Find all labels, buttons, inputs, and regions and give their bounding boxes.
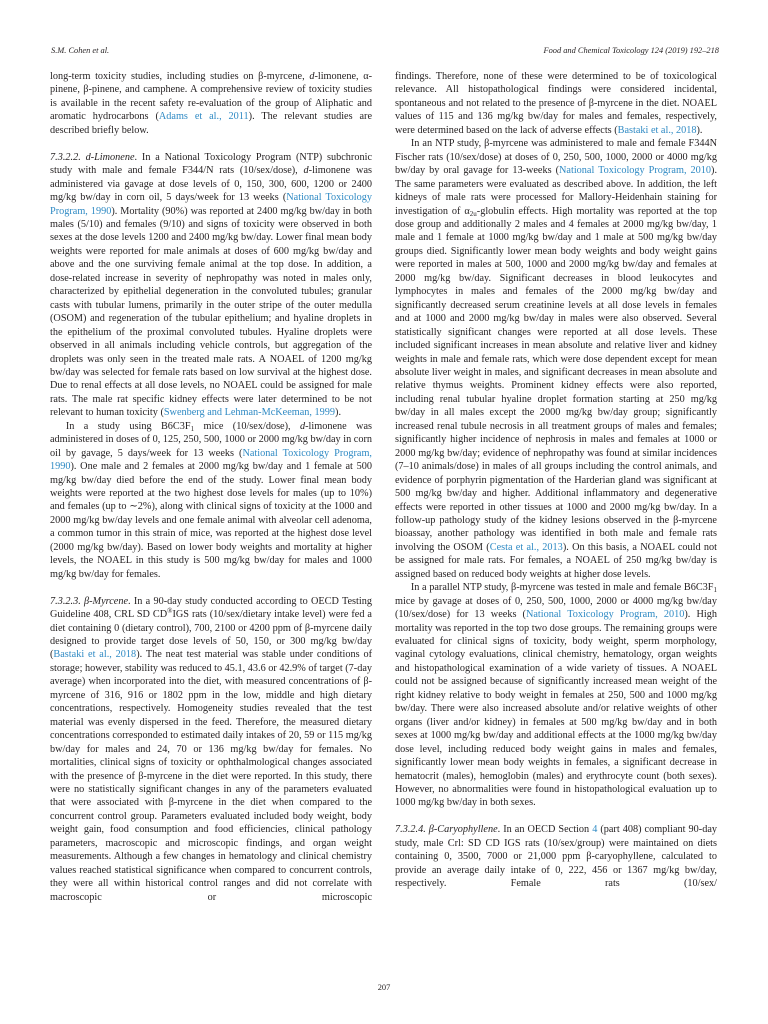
text-run: ). Mortality (90%) was reported at 2400 mg/kg bw/day in both males (5/10) and females (9/10) and signs of toxicity were observed in both sexes at the dose levels 1200 and 2400 mg/kg bw/day. Lower final mean body weights were reported for male animals at doses of 600 mg/kg bw/day and above and the one surviving female animal at the top dose. In addition, a dose-related increase in severity of nephropathy was noted in males only, characterized by epithelial degeneration in the convoluted tubules; granular casts with tubular lumens, primarily in the outer stripe of the outer medulla (OSOM) and regeneration of the tubular epithelium; and hyaline droplets in the epithelium of the proximal convoluted tubules. Hyaline droplets were observed in all animals including vehicle controls, but aggregation of the droplets was only seen in the treated male rats. A NOAEL of 1200 mg/kg bw/day was selected for female rats based on low survival at the highest dose. Due to renal effects at all dose levels, no NOAEL could be assigned for male rats. The male rat specific kidney effects were later determined to be not relevant to human toxicity (: [50, 205, 372, 419]
section-paragraph: [50, 151, 372, 420]
text-run: ). On this basis, a NOAEL could not be assigned for male rats. For females, a NOAEL of 250 mg/kg bw/day is assigned based on reduced body weights at higher dose levels.: [395, 541, 717, 580]
page-number: 207: [377, 983, 391, 992]
text-run: -limonene was administered via gavage at dose levels of 0, 150, 300, 600, 1200 or 2400 mg/kg bw/day in corn oil, 5 days/week for 13 weeks (: [50, 165, 372, 204]
text-run: 1: [713, 586, 717, 595]
citation-link[interactable]: Adams et al., 2011: [158, 111, 249, 123]
running-header-journal: Food and Chemical Toxicology 124 (2019) 192–218: [543, 46, 719, 55]
text-run: ). The relevant studies are described briefly below.: [50, 111, 373, 136]
left-text-column: [50, 70, 372, 904]
text-run: 1: [190, 424, 195, 433]
citation-link[interactable]: Bastaki et al., 2018: [53, 649, 137, 661]
text-run: In a parallel NTP study, β-myrcene was tested in male and female B6C3F: [410, 582, 714, 594]
text-run: findings. Therefore, none of these were determined to be of toxicological relevance. All histopathological findings were considered incidental, spontaneous and not related to the presence of β-myrcene in the diet. NOAEL values of 115 and 136 mg/kg bw/day for males and females, respectively, were determined based on the lack of adverse effects (: [395, 71, 717, 136]
section-paragraph: [395, 823, 717, 890]
text-run: d: [303, 165, 309, 177]
body-paragraph: [395, 581, 717, 810]
text-run: mice (10/sex/dose),: [194, 420, 300, 432]
running-header-authors: S.M. Cohen et al.: [51, 46, 110, 55]
text-run: . In a National Toxicology Program (NTP) subchronic study with male and female F344/N rats (10/sex/dose),: [50, 151, 372, 177]
text-run: -limonene, α-pinene, β-pinene, and camphene. A comprehensive review of toxicity studies is available in the recent safety re-evaluation of the group of Aliphatic and aromatic hydrocarbons (: [50, 71, 372, 123]
text-run: ). High mortality was reported in the top two dose groups. The remaining groups were evaluated for clinical signs of toxicity, body weight, sperm morphology, vaginal cytology evaluations, clinical chemistry, hematology, organ weights and histopathological examination of a wide variety of tissues. A NOAEL could not be assigned because of significantly increased mean weight of the right kidney relative to body weight in females at 250, 500 and 1000 mg/kg bw/day. There were also increased absolute and/or relative weights of other organs (liver and/or kidney) in females at 500 mg/kg bw/day and in both sexes at 1000 mg/kg bw/day and additional effects at the 1000 mg/kg bw/day dose level, including reduced body weight gains in males and females, significantly lower mean body weights in females, a significant decrease in hematocrit (males), hemoglobin (males) and erythrocyte count (both sexes). However, no abnormalities were found in histopathological evaluation up to 1000 mg/kg bw/day in both sexes.: [395, 609, 717, 809]
citation-link[interactable]: National Toxicology Program, 2010: [525, 609, 685, 621]
section-heading: 7.3.2.4. β-Caryophyllene: [395, 824, 498, 836]
citation-link[interactable]: 4: [592, 824, 598, 836]
text-run: . In a 90-day study conducted according to OECD Testing Guideline 408, CRL SD CD: [50, 595, 372, 621]
text-run: ). The same parameters were evaluated as described above. In addition, the left kidneys of male rats were processed for Mallory-Heidenhain staining for investigation of α: [395, 165, 718, 217]
text-run: d: [299, 420, 306, 432]
citation-link[interactable]: Swenberg and Lehman-McKeeman, 1999: [163, 407, 336, 419]
text-run: ).: [335, 407, 342, 419]
body-paragraph: [50, 420, 372, 581]
text-run: 2u: [469, 209, 477, 218]
citation-link[interactable]: National Toxicology Program, 2010: [559, 165, 712, 177]
text-run: -limonene was administered in doses of 0, 125, 250, 500, 1000 or 2000 mg/kg bw/day in corn oil by gavage, 5 days/week for 13 weeks (: [50, 420, 372, 459]
text-run: ®: [167, 607, 173, 616]
body-paragraph: [395, 137, 717, 581]
section-heading: 7.3.2.3. β-Myrcene: [50, 595, 129, 607]
body-paragraph: [395, 70, 717, 137]
text-run: (part 408) compliant 90-day study, male Crl: SD CD IGS rats (10/sex/group) were maintained on diets containing 0, 3500, 7000 or 21,000 ppm β-caryophyllene, calculated to provide an average daily intake of 0, 222, 456 or 1367 mg/kg bw/day, respectively. Female rats (10/sex/: [395, 824, 717, 890]
right-text-column: [395, 70, 717, 891]
citation-link[interactable]: Cesta et al., 2013: [489, 541, 563, 553]
text-run: d: [309, 71, 315, 82]
text-run: ). The neat test material was stable under conditions of storage; however, stability was reduced to 45.1, 43.6 or 42.9% of target (7-day average) when incorporated into the diet, with measured concentrations of β-myrcene of 316, 916 or 1802 ppm in the low, middle and high dietary concentrations, respectively. Homogeneity studies revealed that the test material was evenly dispersed in the feed. Therefore, the measured dietary concentrations corresponded to estimated daily intakes of 20, 59 or 115 mg/kg bw/day for males and 24, 70 or 136 mg/kg bw/day for females. No mortalities, clinical signs of toxicity or ophthalmological changes associated with the presence of β-myrcene in the diet were reported. In this study, there were no statistically significant changes in any of the parameters evaluated that were associated with β-myrcene in the diet when compared to the concurrent control group. Parameters evaluated included body weight, body weight gain, food consumption and food efficiencies, clinical pathology parameters, macroscopic and microscopic findings, and organ weight measurements. Although a few changes in hematology and clinical chemistry values reached statistical significance when compared to concurrent controls, they were all within historical control ranges and did not correlate with macroscopic or microscopic: [50, 649, 372, 903]
citation-link[interactable]: National Toxicology Program, 1990: [50, 192, 373, 217]
text-run: In an NTP study, β-myrcene was administered to male and female F344N Fischer rats (10/sex/dose) at doses of 0, 250, 500, 1000, 2000 or 4000 mg/kg bw/day by oral gavage for 13-weeks (: [395, 138, 717, 177]
text-run: -globulin effects. High mortality was reported at the top dose group and additionally 2 males and 4 females at 2000 mg/kg bw/day, 1 male and 1 female at 1000 mg/kg bw/day and 1 male at 500 mg/kg bw/day groups died. Significantly lower mean body weights and body weight gains were reported in males at 500, 1000 and 2000 mg/kg bw/day and females at 2000 mg/kg bw/day. Significant decreases in blood leukocytes and lymphocytes in males and females of the 2000 mg/kg bw/day and significantly decreased serum creatinine levels at all dose levels in females and at 1000 and 2000 mg/kg bw/day in males were also observed. Several statistically significant changes were reported at all dose levels. These included significant increases in mean absolute and relative liver and kidney weights in male and female rats, which were dose dependent except for mean absolute liver weight in males, and significant decreases in mean absolute and relative thymus weights. Prominent kidney effects were also reported, including renal tubular hyaline droplet formation starting at 250 mg/kg bw/day in all males except the 2000 mg/kg bw/day group; significantly increased renal tubule necrosis in all treatment groups of males and females; significantly higher incidence of nephrosis in males and females at 1000 or 2000 mg/kg bw/day; evidence of nephropathy was found at similar incidences (7–10 animals/dose) in males of all groups including the control animals, and evidence of porphyrin pigmentation of the Harderian gland was significant at 500 mg/kg bw/day and higher. Additional inflammatory and degenerative effects were reported in other tissues at 1000 and 2000 mg/kg bw/day. In a follow-up pathology study of the kidney lesions observed in the β-myrcene bioassay, another pathology was identified in both male and female rats involving the OSOM (: [395, 205, 717, 553]
citation-link[interactable]: National Toxicology Program, 1990: [50, 447, 372, 473]
text-run: ). One male and 2 females at 2000 mg/kg bw/day and 1 female at 500 mg/kg bw/day died before the end of the study. Lower final mean body weights were reported at the two highest dose levels for males (up to 10%) and females (up to ∼2%), along with clinical signs of toxicity at the 1000 and 2000 mg/kg bw/day levels and one female animal with alveolar cell adenoma, a common tumor in this strain of mice, was reported at the highest dose level (2000 mg/kg bw/day). Based on lower body weights and mortality at higher levels, the NOAEL in this study is 500 mg/kg bw/day for males and 1000 mg/kg bw/day for females.: [50, 461, 372, 580]
text-run: In a study using B6C3F: [65, 420, 191, 432]
section-heading: 7.3.2.2. d-Limonene: [50, 151, 135, 163]
body-paragraph: [50, 70, 372, 137]
citation-link[interactable]: Bastaki et al., 2018: [617, 124, 697, 136]
text-run: long-term toxicity studies, including studies on β-myrcene,: [50, 71, 310, 82]
text-run: mice by gavage at doses of 0, 250, 500, 1000, 2000 or 4000 mg/kg bw/day (10/sex/dose) for 13 weeks (: [395, 595, 717, 621]
section-paragraph: [50, 595, 372, 904]
text-run: ).: [696, 124, 703, 136]
text-run: IGS rats (10/sex/dietary intake level) were fed a diet containing 0 (dietary control), 700, 2100 or 4200 ppm of β-myrcene daily designed to provide target dose levels of 50, 150, or 300 mg/kg bw/day (: [50, 609, 372, 661]
text-run: . In an OECD Section: [497, 824, 593, 836]
